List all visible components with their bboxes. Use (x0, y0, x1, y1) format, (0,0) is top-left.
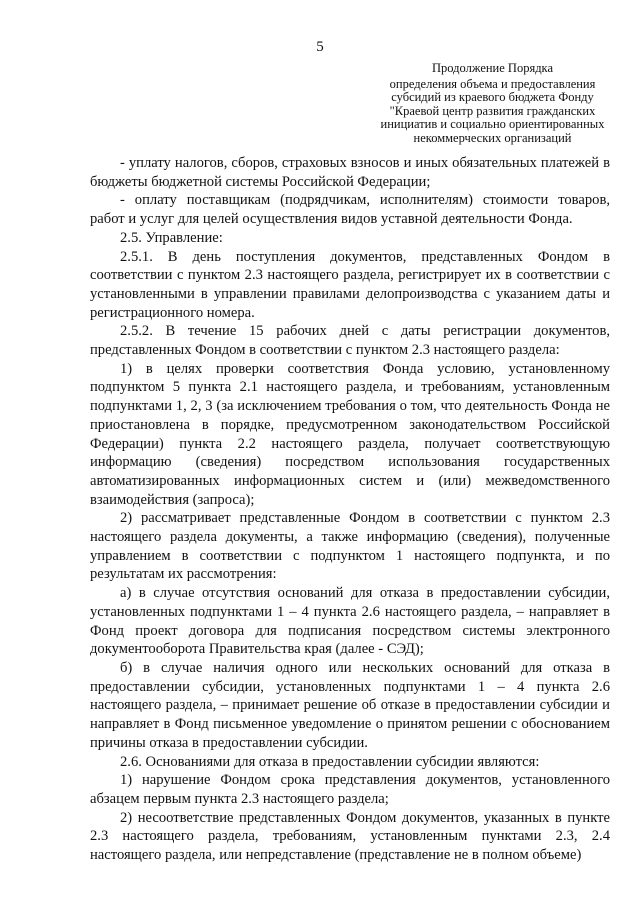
header-line: некоммерческих организаций (413, 130, 572, 145)
paragraph: 2) несоответствие представленных Фондом документов, указанных в пункте 2.3 настоящего раздела, требованиям, установленным пунктами 2.3, 2.4 настоящего раздела, или непредставление (представление не в полном объеме) (90, 809, 610, 864)
paragraph: 1) нарушение Фондом срока представления документов, установленного абзацем первым пункта 2.3 настоящего раздела; (90, 772, 610, 807)
header-line: субсидий из краевого бюджета Фонду (391, 90, 594, 105)
paragraph: 1) в целях проверки соответствия Фонда условию, установленному подпунктом 5 пункта 2.1 настоящего раздела, и требованиям, установленным подпунктами 1, 2, 3 (за исключением требования о том, что деятельность Фонда не приостановлена в порядке, предусмотренном законодательством Российской Федерации) пункта 2.2 настоящего раздела, получает соответствующую информацию (сведения) посредством использования государственных автоматизированных информационных систем и (или) межведомственного взаимодействия (запроса); (90, 360, 610, 508)
header-line: "Краевой центр развития гражданских (389, 103, 596, 118)
document-header (375, 62, 610, 146)
paragraph: 2.5.2. В течение 15 рабочих дней с даты регистрации документов, представленных Фондом в соответствии с пунктом 2.3 настоящего раздела: (90, 323, 610, 359)
paragraph: 2.6. Основаниями для отказа в предоставлении субсидии являются: (120, 753, 540, 770)
paragraph: 2) рассматривает представленные Фондом в соответствии с пунктом 2.3 настоящего раздела документы, а также информацию (сведения), полученные управлением в соответствии с подпунктом 1 настоящего подпункта, и по результатам их рассмотрения: (90, 510, 610, 583)
paragraph: б) в случае наличия одного или нескольких оснований для отказа в предоставлении субсидии, установленных подпунктами 1 – 4 пункта 2.6 настоящего раздела, – принимает решение об отказе в предоставлении субсидии и направляет в Фонд письменное уведомление о принятом решении с обоснованием причины отказа в предоставлении субсидии. (90, 659, 610, 751)
paragraph: - уплату налогов, сборов, страховых взносов и иных обязательных платежей в бюджеты бюджетной системы Российской Федерации; (90, 155, 610, 190)
header-line: определения объема и предоставления (389, 76, 596, 91)
header-line: инициатив и социально ориентированных (380, 117, 605, 132)
page-number: 5 (316, 39, 324, 55)
paragraph: - оплату поставщикам (подрядчикам, исполнителям) стоимости товаров, работ и услуг для целей осуществления видов уставной деятельности Фонда. (90, 192, 610, 228)
paragraph: а) в случае отсутствия оснований для отказа в предоставлении субсидии, установленных подпунктами 1 – 4 пункта 2.6 настоящего раздела, – направляет в Фонд проект договора для подписания посредством системы электронного документооборота Правительства края (далее - СЭД); (90, 585, 610, 658)
paragraph: 2.5.1. В день поступления документов, представленных Фондом в соответствии с пунктом 2.3 настоящего раздела, регистрирует их в соответствии с установленными в управлении правилами делопроизводства с указанием даты и регистрационного номера. (90, 248, 610, 321)
header-title: Продолжение Порядка (432, 61, 553, 75)
document-body (90, 154, 610, 865)
paragraph: 2.5. Управление: (120, 229, 223, 246)
